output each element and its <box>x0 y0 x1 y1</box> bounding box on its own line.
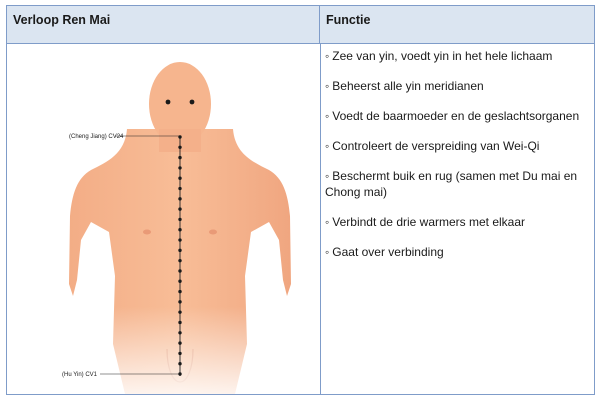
header-cell-function <box>320 6 594 44</box>
function-text: Voedt de baarmoeder en de geslachtsorganen <box>332 109 580 123</box>
acupoint-dot <box>178 197 181 200</box>
bullet-icon: ◦ <box>325 49 330 63</box>
bullet-icon: ◦ <box>325 215 330 229</box>
function-item <box>325 138 593 154</box>
function-list <box>325 48 593 274</box>
acupoint-dot <box>178 269 181 272</box>
acupoint-dot <box>178 290 181 293</box>
acupoint-dot <box>178 207 181 210</box>
function-item <box>325 168 593 200</box>
acupoint-dot <box>178 156 181 159</box>
function-item <box>325 78 593 94</box>
cv1-label: (Hu Yin) CV1 <box>62 372 98 378</box>
column-divider <box>320 44 321 394</box>
function-item <box>325 244 593 260</box>
acupoint-dot <box>178 166 181 169</box>
header-cell-course <box>7 6 320 44</box>
acupoint-dot <box>178 341 181 344</box>
acupoint-dot <box>178 187 181 190</box>
bullet-icon: ◦ <box>325 79 330 93</box>
function-text: Beheerst alle yin meridianen <box>332 79 484 93</box>
header-course-label: Verloop Ren Mai <box>13 13 111 27</box>
body-figure-cell <box>7 44 320 394</box>
bullet-icon: ◦ <box>325 245 330 259</box>
acupoint-dot <box>178 218 181 221</box>
function-text: Zee van yin, voedt yin in het hele lichaam <box>332 49 553 63</box>
acupoint-dot <box>178 146 181 149</box>
function-item <box>325 214 593 230</box>
acupoint-dot <box>178 280 181 283</box>
acupoint-dot <box>178 238 181 241</box>
acupoint-dot <box>178 300 181 303</box>
function-text: Verbindt de drie warmers met elkaar <box>332 215 526 229</box>
meridian-table <box>6 5 595 395</box>
acupoint-dot <box>178 321 181 324</box>
acupoint-dot <box>178 249 181 252</box>
acupoint-dot <box>178 331 181 334</box>
bullet-icon: ◦ <box>325 169 330 183</box>
header-function-label: Functie <box>326 13 371 27</box>
acupoint-dot <box>178 352 181 355</box>
acupoint-dot <box>178 259 181 262</box>
function-text: Controleert de verspreiding van Wei-Qi <box>332 139 540 153</box>
bullet-icon: ◦ <box>325 139 330 153</box>
cv24-label: (Cheng Jiang) CV24 <box>69 134 124 140</box>
acupoint-dot <box>178 177 181 180</box>
function-item <box>325 48 593 64</box>
acupoint-dot <box>178 362 181 365</box>
function-item <box>325 108 593 124</box>
bullet-icon: ◦ <box>325 109 330 123</box>
function-text: Beschermt buik en rug (samen met Du mai en Chong mai) <box>325 169 578 199</box>
ren-mai-body-illustration <box>7 44 320 394</box>
acupoint-dot <box>178 310 181 313</box>
function-text: Gaat over verbinding <box>332 245 444 259</box>
acupoint-dot <box>178 228 181 231</box>
